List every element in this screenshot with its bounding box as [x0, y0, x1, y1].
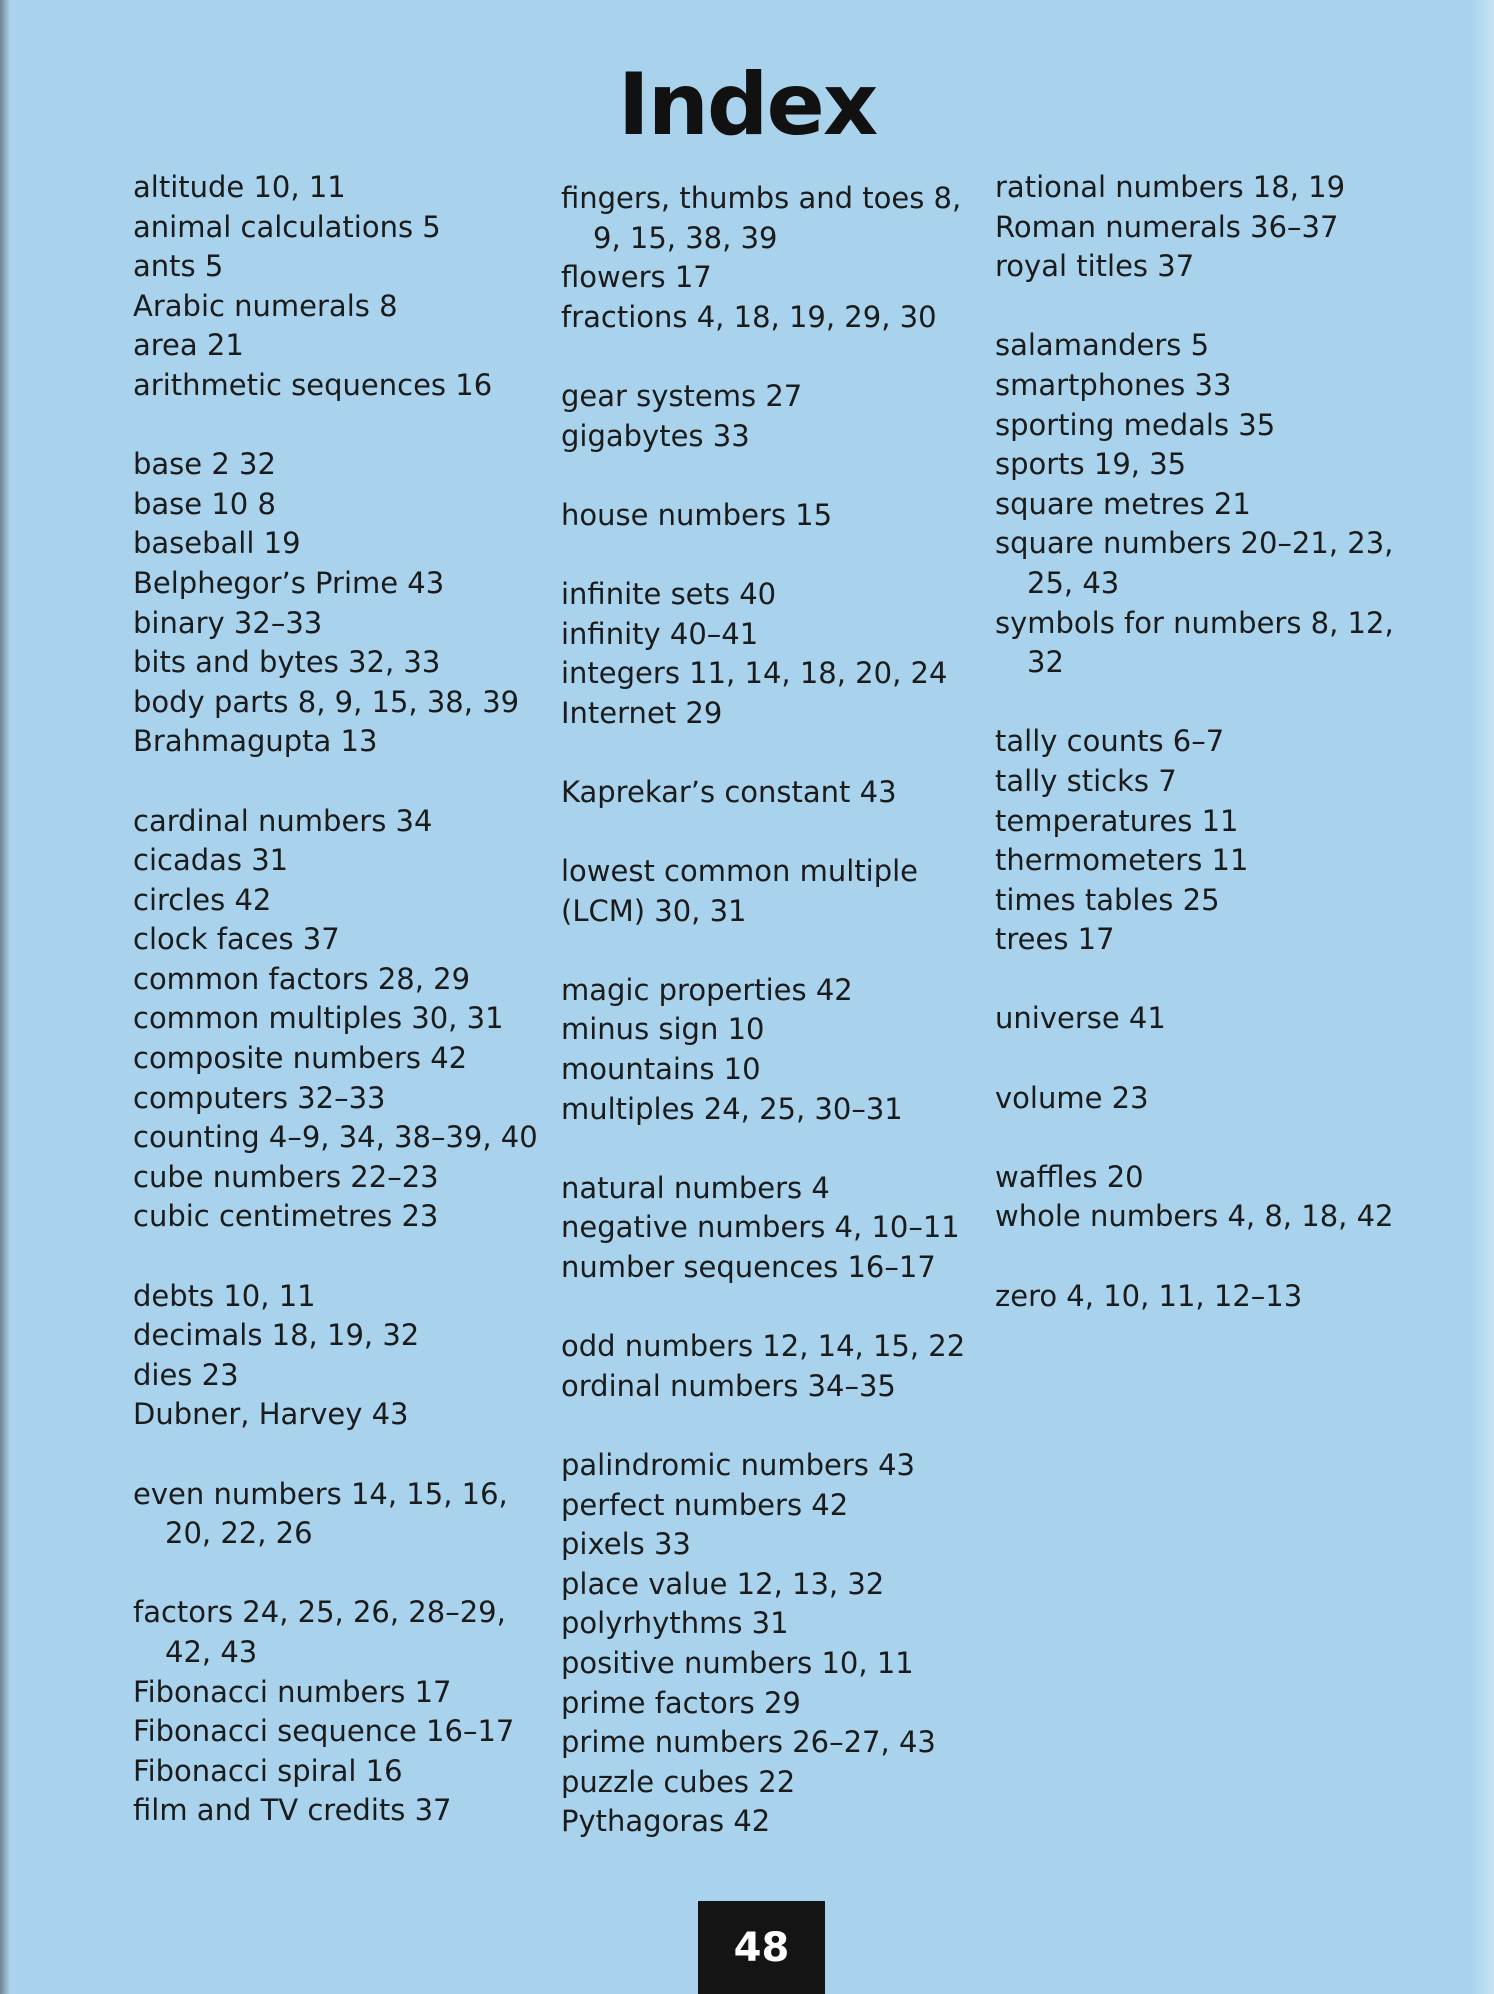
index-entry: polyrhythms 31	[561, 1606, 789, 1641]
index-entry: composite numbers 42	[133, 1041, 468, 1076]
index-entry: multiples 24, 25, 30–31	[561, 1091, 903, 1126]
index-entry: thermometers 11	[995, 843, 1249, 878]
index-group	[561, 377, 981, 456]
index-entry: cicadas 31	[133, 843, 289, 878]
index-entry: infinite sets 40	[561, 576, 777, 611]
index-group	[561, 773, 981, 813]
index-entry: royal titles 37	[995, 249, 1195, 284]
index-entry: smartphones 33	[995, 367, 1232, 402]
index-entry: (LCM) 30, 31	[561, 893, 747, 928]
index-group	[133, 802, 553, 1238]
index-entry: minus sign 10	[561, 1012, 765, 1047]
index-group	[995, 722, 1435, 960]
index-group	[133, 1475, 553, 1554]
index-group	[133, 445, 553, 762]
index-entry: decimals 18, 19, 32	[133, 1318, 420, 1353]
index-entry: body parts 8, 9, 15, 38, 39	[133, 684, 520, 719]
index-entry: Fibonacci spiral 16	[133, 1753, 403, 1788]
index-group	[561, 496, 981, 536]
index-column-2	[561, 179, 981, 1882]
index-entry: prime factors 29	[561, 1685, 801, 1720]
index-group	[995, 168, 1435, 287]
index-entry: puzzle cubes 22	[561, 1764, 796, 1799]
index-entry: Dubner, Harvey 43	[133, 1397, 409, 1432]
index-group	[133, 168, 553, 406]
page-edge-highlight	[1472, 0, 1494, 1994]
index-group	[561, 971, 981, 1129]
index-entry: area 21	[133, 328, 244, 363]
index-entry: debts 10, 11	[133, 1278, 316, 1313]
index-entry: clock faces 37	[133, 922, 340, 957]
index-entry: symbols for numbers 8, 12, 32	[995, 605, 1394, 680]
index-group	[561, 1327, 981, 1406]
index-group	[995, 1158, 1435, 1237]
index-entry: temperatures 11	[995, 803, 1239, 838]
index-entry: negative numbers 4, 10–11	[561, 1210, 960, 1245]
index-group	[995, 326, 1435, 682]
index-entry: odd numbers 12, 14, 15, 22	[561, 1329, 966, 1364]
index-entry: binary 32–33	[133, 605, 323, 640]
index-entry: Pythagoras 42	[561, 1804, 771, 1839]
index-entry: factors 24, 25, 26, 28–29, 42, 43	[133, 1595, 506, 1669]
index-entry: Arabic numerals 8	[133, 288, 398, 323]
index-entry: volume 23	[995, 1080, 1149, 1115]
index-entry: perfect numbers 42	[561, 1487, 849, 1522]
index-entry: base 10 8	[133, 486, 276, 521]
index-column-3	[995, 168, 1435, 1356]
index-entry: animal calculations 5	[133, 209, 441, 244]
index-entry: tally sticks 7	[995, 763, 1177, 798]
index-entry: fingers, thumbs and toes 8, 9, 15, 38, 39	[561, 181, 962, 255]
index-entry: Fibonacci sequence 16–17	[133, 1714, 515, 1749]
index-entry: arithmetic sequences 16	[133, 367, 493, 402]
index-entry: salamanders 5	[995, 328, 1210, 363]
index-entry: square metres 21	[995, 486, 1251, 521]
index-entry: Roman numerals 36–37	[995, 209, 1339, 244]
index-group	[133, 1277, 553, 1435]
index-entry: pixels 33	[561, 1527, 691, 1562]
index-entry: cardinal numbers 34	[133, 803, 433, 838]
index-group	[561, 1446, 981, 1842]
index-entry: zero 4, 10, 11, 12–13	[995, 1278, 1303, 1313]
index-entry: integers 11, 14, 18, 20, 24	[561, 656, 948, 691]
index-entry: times tables 25	[995, 882, 1220, 917]
index-entry: rational numbers 18, 19	[995, 170, 1346, 204]
index-entry: circles 42	[133, 882, 272, 917]
index-entry: bits and bytes 32, 33	[133, 645, 441, 680]
index-entry: base 2 32	[133, 447, 276, 482]
index-entry: magic properties 42	[561, 972, 853, 1007]
index-group	[561, 575, 981, 733]
index-entry: waffles 20	[995, 1159, 1144, 1194]
index-group	[133, 1593, 553, 1831]
page-title: Index	[617, 55, 877, 155]
index-entry: natural numbers 4	[561, 1170, 830, 1205]
index-group	[995, 999, 1435, 1039]
index-entry: ants 5	[133, 249, 224, 284]
index-entry: even numbers 14, 15, 16, 20, 22, 26	[133, 1476, 508, 1551]
index-entry: gigabytes 33	[561, 418, 750, 453]
index-entry: flowers 17	[561, 260, 712, 295]
index-group	[995, 1277, 1435, 1317]
index-entry: cube numbers 22–23	[133, 1159, 439, 1194]
index-group	[561, 179, 981, 337]
index-entry: lowest common multiple	[561, 854, 919, 889]
index-entry: trees 17	[995, 922, 1115, 957]
index-entry: ordinal numbers 34–35	[561, 1368, 896, 1403]
index-entry: baseball 19	[133, 526, 301, 561]
index-entry: common multiples 30, 31	[133, 1001, 504, 1036]
index-entry: Fibonacci numbers 17	[133, 1674, 452, 1709]
index-entry: universe 41	[995, 1001, 1166, 1036]
index-entry: mountains 10	[561, 1052, 761, 1087]
index-entry: Internet 29	[561, 695, 723, 730]
index-entry: tally counts 6–7	[995, 724, 1225, 759]
index-entry: positive numbers 10, 11	[561, 1645, 914, 1680]
index-entry: Belphegor’s Prime 43	[133, 565, 445, 600]
index-entry: cubic centimetres 23	[133, 1199, 439, 1234]
index-entry: number sequences 16–17	[561, 1250, 936, 1285]
index-entry: infinity 40–41	[561, 616, 759, 651]
index-entry: house numbers 15	[561, 497, 833, 532]
page-edge-shadow	[0, 0, 10, 1994]
index-entry: dies 23	[133, 1357, 239, 1392]
index-entry: counting 4–9, 34, 38–39, 40	[133, 1120, 538, 1155]
index-entry: prime numbers 26–27, 43	[561, 1725, 936, 1760]
page-number: 48	[698, 1901, 825, 1994]
index-entry: common factors 28, 29	[133, 961, 471, 996]
index-entry: film and TV credits 37	[133, 1793, 452, 1828]
index-entry: altitude 10, 11	[133, 170, 346, 204]
index-entry: place value 12, 13, 32	[561, 1566, 885, 1601]
index-entry: gear systems 27	[561, 378, 803, 413]
index-entry: fractions 4, 18, 19, 29, 30	[561, 299, 937, 334]
index-group	[995, 1079, 1435, 1119]
index-entry: palindromic numbers 43	[561, 1448, 915, 1482]
index-entry: Brahmagupta 13	[133, 724, 378, 759]
index-entry: whole numbers 4, 8, 18, 42	[995, 1199, 1394, 1234]
index-entry: sports 19, 35	[995, 447, 1187, 482]
index-column-1	[133, 168, 553, 1871]
index-entry: sporting medals 35	[995, 407, 1276, 442]
index-group	[561, 852, 981, 931]
index-group	[561, 1169, 981, 1288]
index-entry: Kaprekar’s constant 43	[561, 774, 897, 809]
index-entry: computers 32–33	[133, 1080, 386, 1115]
index-entry: square numbers 20–21, 23, 25, 43	[995, 526, 1394, 600]
